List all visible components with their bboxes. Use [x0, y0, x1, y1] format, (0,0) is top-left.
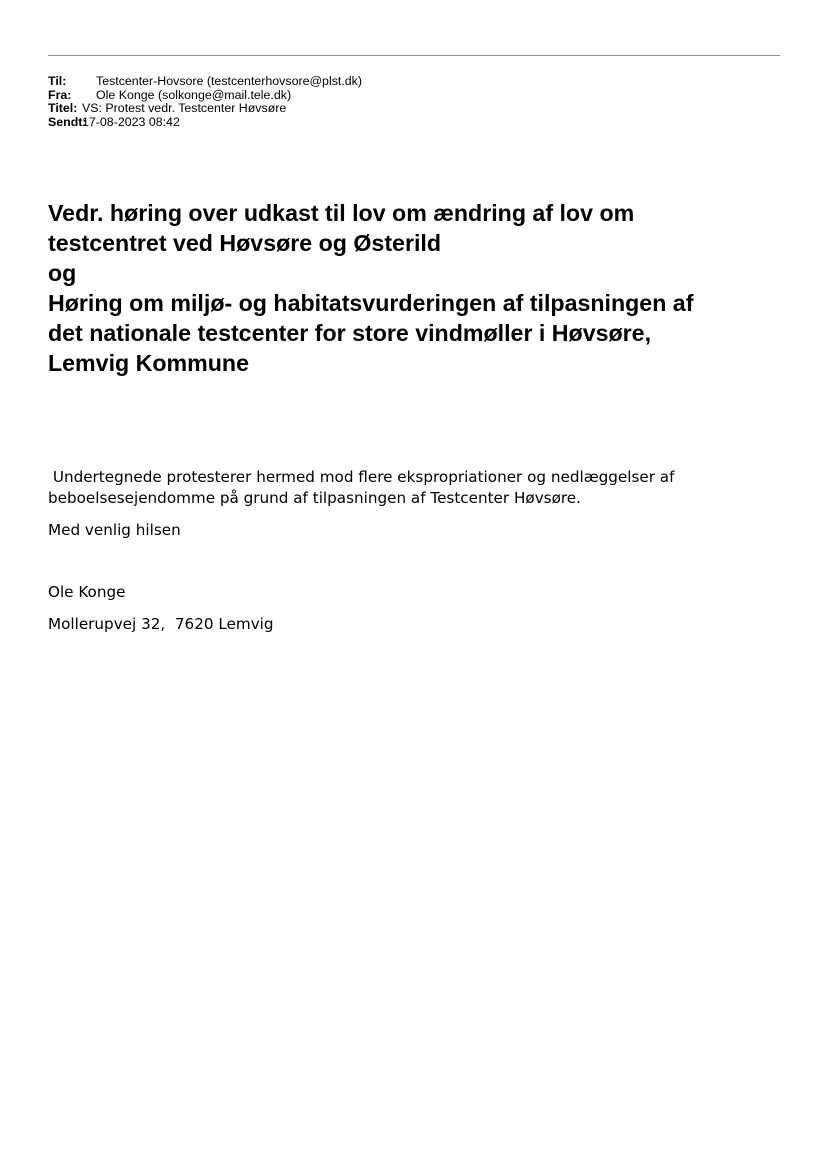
title-line: og — [48, 260, 77, 286]
title-line: det nationale testcenter for store vindmøller i Høvsøre, — [48, 320, 652, 346]
to-value: Testcenter-Hovsore (testcenterhovsore@plst.dk) — [96, 74, 362, 88]
to-label: Til: — [48, 74, 67, 88]
title-line: Høring om miljø- og habitatsvurderingen af tilpasningen af — [48, 290, 694, 316]
sent-value: 17-08-2023 08:42 — [82, 114, 180, 129]
subject-label: Titel: — [48, 101, 78, 115]
sender-address: Mollerupvej 32, 7620 Lemvig — [48, 615, 274, 633]
protest-line-1: Undertegnede protesterer hermed mod flere ekspropriationer og nedlæggelser af — [48, 468, 675, 486]
from-value: Ole Konge (solkonge@mail.tele.dk) — [96, 87, 292, 102]
from-label: Fra: — [48, 87, 72, 102]
email-header — [48, 75, 362, 129]
header-divider — [48, 55, 780, 56]
subject-value: VS: Protest vedr. Testcenter Høvsøre — [82, 101, 287, 115]
sender-name: Ole Konge — [48, 583, 126, 601]
sent-label: Sendt: — [48, 114, 87, 129]
title-line: Vedr. høring over udkast til lov om ændring af lov om — [48, 200, 635, 226]
from-row — [48, 89, 362, 103]
title-line: testcentret ved Høvsøre og Østerild — [48, 230, 442, 256]
protest-paragraph — [48, 467, 768, 509]
closing-text: Med venlig hilsen — [48, 521, 181, 539]
to-row — [48, 75, 362, 89]
subject-row — [48, 102, 362, 116]
protest-line-2: beboelsesejendomme på grund af tilpasningen af Testcenter Høvsøre. — [48, 489, 581, 507]
title-line: Lemvig Kommune — [48, 350, 249, 376]
sent-row — [48, 116, 362, 130]
document-title — [48, 198, 788, 378]
